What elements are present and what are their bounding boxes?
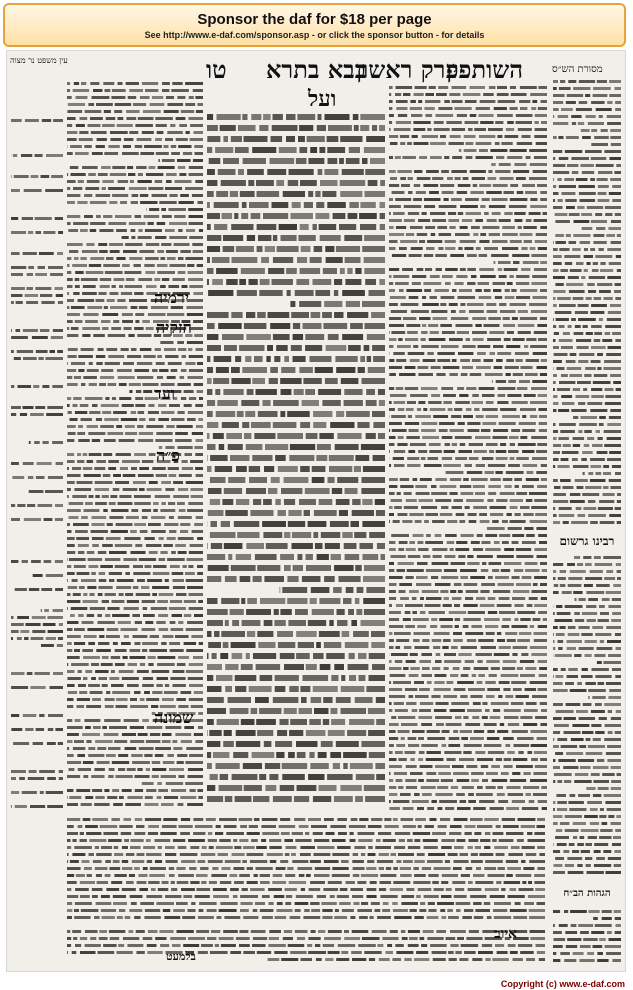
sponsor-banner[interactable] bbox=[3, 3, 626, 47]
bottom-notes-block bbox=[66, 928, 546, 964]
rabbeinu-gershom-column bbox=[552, 554, 622, 880]
text-texture bbox=[389, 86, 547, 810]
margin-keyword-5: שמונה bbox=[154, 708, 194, 727]
chapter-label: פרק ראשון bbox=[356, 55, 459, 84]
sponsor-subtitle: See http://www.e-daf.com/sponsor.asp - or click the sponsor button - for details bbox=[144, 30, 485, 40]
text-texture bbox=[207, 114, 385, 802]
bottom-large-word: איוב bbox=[494, 926, 517, 942]
masoret-column bbox=[552, 78, 622, 530]
gemara-column bbox=[206, 112, 386, 812]
text-texture bbox=[67, 930, 545, 961]
tosafot-column bbox=[66, 80, 204, 812]
margin-keyword-3: ועד bbox=[154, 384, 175, 403]
hagahot-title: הגהות הב״ח bbox=[563, 888, 611, 899]
text-texture bbox=[67, 82, 203, 806]
ein-mishpat-label: עין משפט נר מצוה bbox=[10, 56, 68, 65]
page-number: טו bbox=[206, 55, 227, 84]
left-margin-notes bbox=[10, 110, 64, 810]
tractate-name: בבא בתרא bbox=[266, 55, 367, 84]
text-texture bbox=[553, 556, 621, 874]
margin-keyword-4: פ״ה bbox=[156, 446, 180, 465]
text-texture bbox=[553, 910, 621, 962]
gemara-opening-word: ועל bbox=[308, 86, 337, 112]
margin-keyword-2: חזקיה bbox=[156, 318, 192, 337]
chapter-name: השותפין bbox=[446, 55, 524, 84]
text-texture bbox=[67, 818, 545, 919]
text-texture bbox=[11, 119, 63, 808]
rashi-column bbox=[388, 84, 548, 814]
masoret-hashas-label: מסורת הש״ס bbox=[552, 64, 603, 75]
copyright-notice: Copyright (c) www.e-daf.com bbox=[500, 979, 625, 989]
text-texture bbox=[553, 80, 621, 524]
talmud-page bbox=[6, 50, 626, 972]
sponsor-title: Sponsor the daf for $18 per page bbox=[197, 11, 432, 28]
catchword: בלמעט bbox=[166, 950, 196, 963]
rabbeinu-gershom-title: רבינו גרשום bbox=[559, 534, 615, 548]
margin-keyword-1: ירמיה bbox=[154, 288, 189, 307]
hagahot-column bbox=[552, 908, 622, 968]
bottom-rashi-block bbox=[66, 816, 546, 926]
